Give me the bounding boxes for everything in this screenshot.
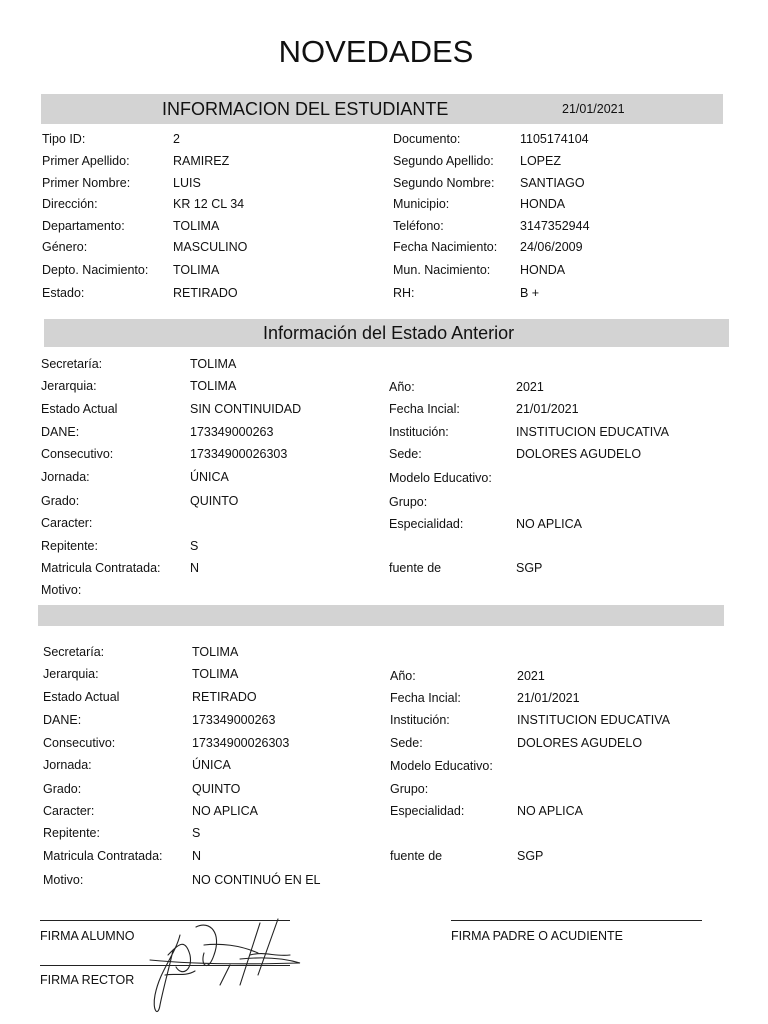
current-left-value: N bbox=[192, 849, 202, 863]
current-right-label: Fecha Incial: bbox=[390, 691, 461, 705]
current-left-label: Estado Actual bbox=[43, 690, 120, 704]
parent-signature-line bbox=[451, 920, 702, 921]
student-left-value: TOLIMA bbox=[173, 219, 220, 233]
current-right-value: 2021 bbox=[517, 669, 545, 683]
current-right-value: DOLORES AGUDELO bbox=[517, 736, 643, 750]
previous-left-value: ÚNICA bbox=[190, 470, 229, 484]
student-left-value: KR 12 CL 34 bbox=[173, 197, 245, 211]
previous-left-value: N bbox=[190, 561, 200, 575]
previous-left-label: Jerarquia: bbox=[41, 379, 97, 393]
student-header-bar bbox=[41, 94, 723, 124]
student-left-value: TOLIMA bbox=[173, 263, 220, 277]
current-right-value: NO APLICA bbox=[517, 804, 583, 818]
student-right-label: Documento: bbox=[393, 132, 461, 146]
page-title: NOVEDADES bbox=[278, 34, 474, 69]
current-left-label: Jornada: bbox=[43, 758, 92, 772]
parent-signature-label: FIRMA PADRE O ACUDIENTE bbox=[451, 929, 624, 943]
current-left-label: Motivo: bbox=[43, 873, 84, 887]
student-right-value: 24/06/2009 bbox=[520, 240, 583, 254]
previous-right-value: 21/01/2021 bbox=[516, 402, 579, 416]
current-left-label: Matricula Contratada: bbox=[43, 849, 163, 863]
student-left-label: Primer Apellido: bbox=[42, 154, 130, 168]
student-right-label: Teléfono: bbox=[393, 219, 444, 233]
student-right-value: B + bbox=[520, 286, 540, 300]
previous-left-value: QUINTO bbox=[190, 494, 239, 508]
previous-right-label: fuente de bbox=[389, 561, 442, 575]
previous-left-label: Matricula Contratada: bbox=[41, 561, 161, 575]
previous-left-label: DANE: bbox=[41, 425, 80, 439]
student-date: 21/01/2021 bbox=[562, 102, 625, 116]
previous-right-value: SGP bbox=[516, 561, 543, 575]
student-left-value: 2 bbox=[173, 132, 180, 146]
student-right-value: HONDA bbox=[520, 263, 566, 277]
current-left-label: Caracter: bbox=[43, 804, 95, 818]
student-right-label: Fecha Nacimiento: bbox=[393, 240, 498, 254]
student-right-label: Segundo Apellido: bbox=[393, 154, 494, 168]
current-left-value: S bbox=[192, 826, 201, 840]
previous-left-label: Motivo: bbox=[41, 583, 82, 597]
previous-right-label: Modelo Educativo: bbox=[389, 471, 492, 485]
current-right-value: 21/01/2021 bbox=[517, 691, 580, 705]
student-right-label: Municipio: bbox=[393, 197, 450, 211]
previous-left-value: S bbox=[190, 539, 199, 553]
student-left-value: RAMIREZ bbox=[173, 154, 230, 168]
student-right-value: LOPEZ bbox=[520, 154, 561, 168]
previous-header-title: Información del Estado Anterior bbox=[263, 323, 515, 343]
student-left-value: LUIS bbox=[173, 176, 201, 190]
current-right-label: Modelo Educativo: bbox=[390, 759, 493, 773]
current-left-value: TOLIMA bbox=[192, 645, 239, 659]
previous-right-label: Fecha Incial: bbox=[389, 402, 460, 416]
rector-signature-label: FIRMA RECTOR bbox=[40, 973, 135, 987]
previous-right-value: NO APLICA bbox=[516, 517, 582, 531]
student-left-label: Primer Nombre: bbox=[42, 176, 131, 190]
current-right-label: Especialidad: bbox=[390, 804, 465, 818]
current-left-value: RETIRADO bbox=[192, 690, 257, 704]
student-left-label: Tipo ID: bbox=[42, 132, 86, 146]
previous-left-label: Caracter: bbox=[41, 516, 93, 530]
previous-right-label: Año: bbox=[389, 380, 415, 394]
current-right-value: INSTITUCION EDUCATIVA bbox=[517, 713, 671, 727]
previous-left-value: TOLIMA bbox=[190, 379, 237, 393]
previous-left-label: Jornada: bbox=[41, 470, 90, 484]
previous-header-bar bbox=[44, 319, 729, 347]
current-right-label: Año: bbox=[390, 669, 416, 683]
current-left-label: Jerarquia: bbox=[43, 667, 99, 681]
current-left-value: NO CONTINUÓ EN EL bbox=[192, 873, 321, 887]
student-left-label: Depto. Nacimiento: bbox=[42, 263, 149, 277]
previous-left-label: Consecutivo: bbox=[41, 447, 114, 461]
student-right-label: Mun. Nacimiento: bbox=[393, 263, 491, 277]
current-left-label: DANE: bbox=[43, 713, 82, 727]
current-left-value: 173349000263 bbox=[192, 713, 276, 727]
current-header-bar bbox=[38, 605, 724, 626]
previous-left-value: SIN CONTINUIDAD bbox=[190, 402, 302, 416]
current-left-value: QUINTO bbox=[192, 782, 241, 796]
current-left-label: Consecutivo: bbox=[43, 736, 116, 750]
previous-left-label: Repitente: bbox=[41, 539, 98, 553]
student-left-value: RETIRADO bbox=[173, 286, 238, 300]
current-left-value: TOLIMA bbox=[192, 667, 239, 681]
previous-right-label: Sede: bbox=[389, 447, 422, 461]
current-right-value: SGP bbox=[517, 849, 544, 863]
current-left-value: NO APLICA bbox=[192, 804, 258, 818]
student-right-value: 1105174104 bbox=[520, 132, 589, 146]
previous-right-value: INSTITUCION EDUCATIVA bbox=[516, 425, 670, 439]
current-left-label: Grado: bbox=[43, 782, 82, 796]
previous-right-label: Grupo: bbox=[389, 495, 428, 509]
previous-right-label: Especialidad: bbox=[389, 517, 464, 531]
previous-right-value: 2021 bbox=[516, 380, 544, 394]
handwritten-signature-icon bbox=[140, 915, 310, 1020]
student-left-label: Estado: bbox=[42, 286, 85, 300]
student-left-label: Dirección: bbox=[42, 197, 98, 211]
current-right-label: Institución: bbox=[390, 713, 450, 727]
previous-left-value: 173349000263 bbox=[190, 425, 274, 439]
previous-right-label: Institución: bbox=[389, 425, 449, 439]
student-right-label: Segundo Nombre: bbox=[393, 176, 495, 190]
student-right-value: 3147352944 bbox=[520, 219, 590, 233]
current-right-label: fuente de bbox=[390, 849, 443, 863]
student-right-value: HONDA bbox=[520, 197, 566, 211]
current-right-label: Sede: bbox=[390, 736, 423, 750]
current-right-label: Grupo: bbox=[390, 782, 429, 796]
student-header-title: INFORMACION DEL ESTUDIANTE bbox=[162, 99, 449, 119]
previous-left-label: Grado: bbox=[41, 494, 80, 508]
student-signature-label: FIRMA ALUMNO bbox=[40, 929, 135, 943]
student-left-label: Género: bbox=[42, 240, 88, 254]
current-left-value: 17334900026303 bbox=[192, 736, 290, 750]
previous-left-label: Estado Actual bbox=[41, 402, 118, 416]
previous-left-value: 17334900026303 bbox=[190, 447, 288, 461]
current-left-label: Secretaría: bbox=[43, 645, 105, 659]
previous-left-label: Secretaría: bbox=[41, 357, 103, 371]
previous-left-value: TOLIMA bbox=[190, 357, 237, 371]
current-left-label: Repitente: bbox=[43, 826, 100, 840]
student-left-value: MASCULINO bbox=[173, 240, 248, 254]
current-left-value: ÚNICA bbox=[192, 758, 231, 772]
previous-right-value: DOLORES AGUDELO bbox=[516, 447, 642, 461]
student-right-value: SANTIAGO bbox=[520, 176, 585, 190]
student-right-label: RH: bbox=[393, 286, 415, 300]
student-left-label: Departamento: bbox=[42, 219, 125, 233]
